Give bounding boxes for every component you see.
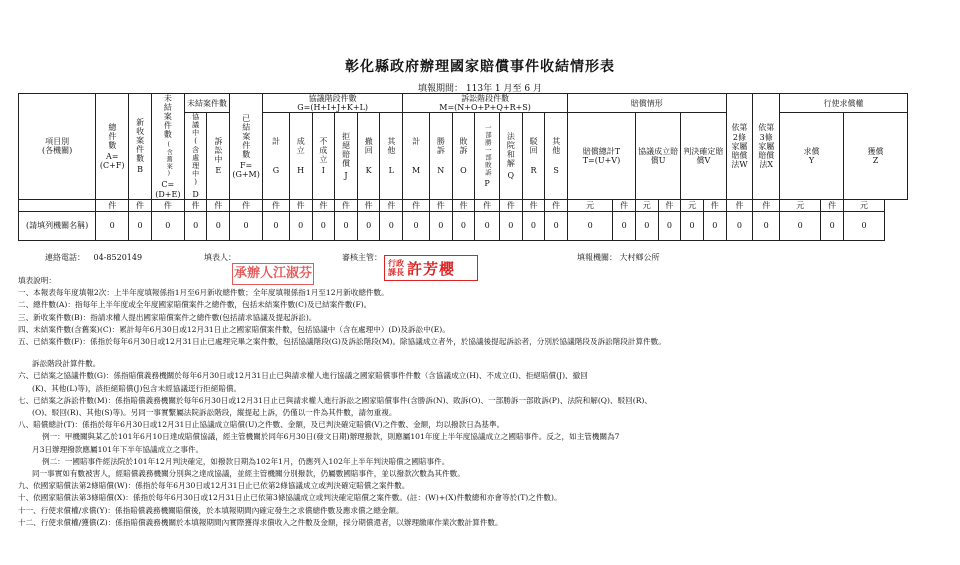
- litigation-group-header: 訴訟階段件數 M=(N+O+P+Q+R+S): [403, 94, 568, 113]
- unit-cell: 件: [753, 199, 780, 211]
- pending-group-header: 未結案件數: [184, 94, 229, 113]
- unit-cell: 件: [613, 199, 636, 211]
- unit-cell: 元: [780, 199, 821, 211]
- agency-line: [577, 252, 660, 263]
- value-cell: 0: [821, 211, 844, 240]
- note-item: 十一、行使求償權/求償(Y)：係指賠償義務機關賠償後，於本填報期間內確定發生之求償總件數及應求償之總金額。: [18, 505, 404, 515]
- unit-cell: 件: [96, 199, 129, 211]
- statistics-table: [18, 93, 908, 241]
- comp-judgment-header: 判決確定賠償V: [681, 113, 726, 199]
- note-item: 十二、行使求償權/獲償(Z)：係指賠償義務機關於本填報期間內實際獲得求償收入之件數及金額，採分期償還者，以辦理繳庫作業次數計算件數。: [18, 517, 503, 527]
- note-item: 同一事實如有數被害人，經賠償義務機關分別與之達成協議，並經主管機關分別撥款，仍屬數國賠事件，並以撥款次數為其件數。: [32, 469, 465, 479]
- unit-cell: 件: [230, 199, 263, 211]
- neg-col-header: 其他 L: [380, 113, 403, 199]
- page-title: 彰化縣政府辦理國家賠償事件收結情形表: [345, 59, 615, 75]
- value-cell: 0: [357, 211, 380, 240]
- notes-heading: 填表說明：: [18, 276, 56, 285]
- lit-col-header: 一部勝一部敗訴 P: [475, 113, 500, 199]
- value-cell: 0: [289, 211, 312, 240]
- negotiation-group-header: 協議階段件數 G=(H+I+J+K+L): [263, 94, 403, 113]
- lit-col-header: 其他 S: [545, 113, 568, 199]
- note-item: 五、已結案件數(F)：係指於每年6月30日或12月31日止已處理完畢之案件數，包括協議階段(G)及訴訟階段(M)。除協議成立者外，於協議後提起訴訟者，分別於協議階段及訴訟階段計算件數。: [18, 337, 666, 347]
- value-cell: 0: [184, 211, 207, 240]
- value-cell: 0: [522, 211, 545, 240]
- value-cell: 0: [545, 211, 568, 240]
- value-cell: 0: [658, 211, 681, 240]
- unit-cell: 元: [843, 199, 884, 211]
- value-cell: 0: [380, 211, 403, 240]
- pending-litigation-header: 訴訟中 E: [207, 113, 230, 199]
- note-item: 例一：甲機關與某乙於101年6月10日達成賠償協議，經主管機關於同年6月30日(發文日期)辦理撥款，則應屬101年度上半年度協議成立之國賠事件。反之，如主管機關為7: [42, 432, 620, 442]
- value-cell: 0: [312, 211, 335, 240]
- article2-header: 依第 2條 家屬 賠償 法W: [726, 94, 753, 200]
- value-cell: 0: [263, 211, 290, 240]
- comp-total-header: 賠償總計T T=(U+V): [567, 113, 635, 199]
- unit-cell: 件: [703, 199, 726, 211]
- new-header: 新收案件數 B: [129, 94, 152, 200]
- note-item: 四、未結案件數(含舊案)(C)：累計每年6月30日或12月31日止之國家賠償案件數，包括協議中（含在處理中）(D)及訴訟中(E)。: [18, 324, 450, 334]
- filer-seal: 承辦人江淑芬: [232, 263, 314, 285]
- unit-cell: 件: [403, 199, 430, 211]
- lit-col-header: 駁回 R: [522, 113, 545, 199]
- note-item: (K)、其他(L)等)，該拒絕賠償(J)包含未經協議逕行拒絕賠償。: [32, 383, 242, 393]
- unit-cell: 件: [821, 199, 844, 211]
- total-header: 總件數 A=(C+F): [96, 94, 129, 200]
- unit-cell: 件: [129, 199, 152, 211]
- reviewer-seal: 行政課長 許芳櫻: [384, 255, 478, 281]
- lit-col-header: 法院和解 Q: [499, 113, 522, 199]
- unit-cell: 件: [726, 199, 753, 211]
- note-item: 二、總件數(A)：指每年上半年度或全年度國家賠償案件之總件數，包括未結案件數(C)及已結案件數(F)。: [18, 300, 372, 310]
- value-cell: 0: [499, 211, 522, 240]
- phone-label: 連絡電話：: [45, 253, 85, 262]
- unit-cell: 件: [184, 199, 207, 211]
- phone-value: 04-8520149: [93, 253, 143, 262]
- unit-cell: 件: [357, 199, 380, 211]
- note-item: 十、依國家賠償法第3條賠償(X)：係指於每年6月30日或12月31日止已依第3條協議成立或判決確定賠償之案件數。(註：(W)+(X)件數總和亦會等於(T)之件數)。: [18, 493, 562, 503]
- neg-col-header: 拒絕賠償 J: [335, 113, 358, 199]
- value-cell: 0: [475, 211, 500, 240]
- unit-cell: 件: [475, 199, 500, 211]
- phone-line: [45, 252, 142, 263]
- unit-cell: 件: [335, 199, 358, 211]
- unit-cell: 件: [289, 199, 312, 211]
- recourse-recovered-header: 獲償 Z: [843, 113, 907, 199]
- agency-label: 填報機關：: [577, 253, 617, 262]
- agency-value: 大村鄉公所: [619, 253, 660, 262]
- note-item: 三、新收案件數(B)：指請求權人提出國家賠償案件之總件數(包括請求協議及提起訴訟)。: [18, 312, 317, 322]
- value-cell: 0: [613, 211, 636, 240]
- unit-cell: 件: [429, 199, 452, 211]
- compensation-group-header: 賠償情形: [567, 94, 726, 113]
- unit-cell: 件: [499, 199, 522, 211]
- value-cell: 0: [726, 211, 753, 240]
- closed-header: 已結案件數 F=(G+M): [230, 94, 263, 200]
- note-item: 九、依國家賠償法第2條賠償(W)：係指於每年6月30日或12月31日止已依第2條協議成立或判決確定賠償之案件數。: [18, 481, 410, 491]
- note-item: 一、本報表每年度填報2次：上半年度填報係指1月至6月新收總件數；全年度填報係指1月至12月新收總件數。: [18, 288, 389, 298]
- data-row: [19, 211, 908, 240]
- agency-name-cell: (請填列機關名稱): [19, 211, 96, 240]
- neg-col-header: 計 G: [263, 113, 290, 199]
- unit-cell: 元: [681, 199, 704, 211]
- lit-col-header: 計 M: [403, 113, 430, 199]
- unit-cell: 件: [263, 199, 290, 211]
- item-header: 項目別 (各機關): [19, 94, 96, 200]
- value-cell: 0: [129, 211, 152, 240]
- value-cell: 0: [567, 211, 612, 240]
- comp-negotiated-header: 協議成立賠償U: [635, 113, 680, 199]
- note-item: 月3日辦理撥款應屬101年下半年協議成立之事件。: [32, 444, 204, 454]
- unit-row: [19, 199, 908, 211]
- unit-cell: 件: [658, 199, 681, 211]
- note-item: 六、已結案之協議件數(G)：係指賠償義務機關於每年6月30日或12月31日止已與請求權人進行協議之國家賠償事件件數（含協議成立(H)、不成立(I)、拒絕賠償(J)、撤回: [18, 371, 588, 381]
- note-item: 例二：一國賠事件經法院於101年12月判決確定，如撥款日期為102年1月，仍應列入102年上半年判決賠償之國賠事件。: [42, 456, 450, 466]
- instructions: [18, 275, 948, 529]
- note-item: 八、賠償總計(T)：係指於每年6月30日或12月31日止協議成立賠償(U)之件數、金額，及已判決確定賠償(V)之件數、金額，均以撥款日為基準。: [18, 420, 505, 430]
- value-cell: 0: [635, 211, 658, 240]
- report-period: 填報期間： 113年 1 月至 6 月: [418, 84, 542, 94]
- neg-col-header: 不成立 I: [312, 113, 335, 199]
- value-cell: 0: [843, 211, 884, 240]
- value-cell: 0: [207, 211, 230, 240]
- recourse-claim-header: 求償 Y: [780, 113, 844, 199]
- value-cell: 0: [452, 211, 475, 240]
- neg-col-header: 撤回 K: [357, 113, 380, 199]
- value-cell: 0: [681, 211, 704, 240]
- unit-cell: 元: [635, 199, 658, 211]
- lit-col-header: 勝訴 N: [429, 113, 452, 199]
- unit-cell: 件: [207, 199, 230, 211]
- reviewer-label: 審核主管：: [342, 253, 382, 262]
- unit-cell: 件: [151, 199, 184, 211]
- value-cell: 0: [753, 211, 780, 240]
- unit-cell: 件: [312, 199, 335, 211]
- note-item: (O)、駁回(R)、其他(S)等)。另同一事實繫屬法院訴訟階段，縱提起上訴，仍僅以一件為其件數，請勿重複。: [32, 408, 397, 418]
- pending-header: 未結案件數 (含舊案) C=(D+E): [151, 94, 184, 200]
- lit-col-header: 敗訴 O: [452, 113, 475, 199]
- unit-cell: 件: [380, 199, 403, 211]
- article3-header: 依第 3條 家屬 賠償 法X: [753, 94, 780, 200]
- value-cell: 0: [429, 211, 452, 240]
- value-cell: 0: [151, 211, 184, 240]
- note-item: 訴訟階段計算件數。: [32, 359, 101, 369]
- filer-label: 填表人：: [204, 253, 236, 262]
- unit-cell: 件: [545, 199, 568, 211]
- value-cell: 0: [403, 211, 430, 240]
- pending-negotiation-header: 協議中(含處理中) D: [184, 113, 207, 199]
- unit-cell: 件: [522, 199, 545, 211]
- value-cell: 0: [96, 211, 129, 240]
- value-cell: 0: [703, 211, 726, 240]
- neg-col-header: 成立 H: [289, 113, 312, 199]
- unit-cell: 元: [567, 199, 612, 211]
- value-cell: 0: [230, 211, 263, 240]
- note-item: 七、已結案之訴訟件數(M)：係指賠償義務機關於每年6月30日或12月31日止已與請求權人進行訴訟之國家賠償事件(含勝訴(N)、敗訴(O)、一部勝訴一部敗訴(P)、法院和解(Q)、駁回(R)、: [18, 395, 652, 405]
- unit-cell: 件: [452, 199, 475, 211]
- value-cell: 0: [780, 211, 821, 240]
- value-cell: 0: [335, 211, 358, 240]
- recourse-group-header: 行使求償權: [780, 94, 908, 113]
